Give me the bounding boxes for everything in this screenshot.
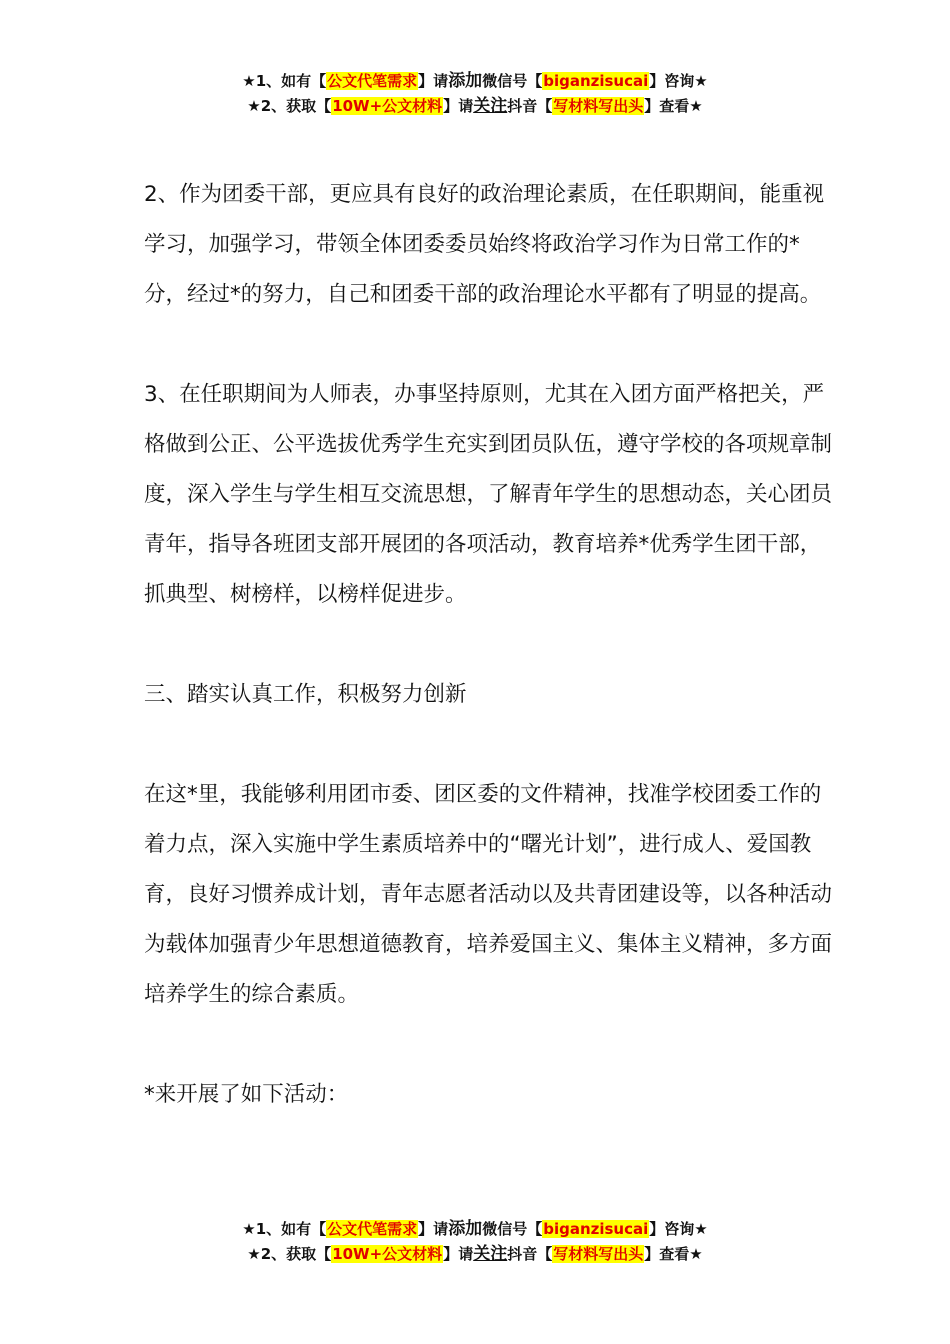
promo-text: 】请 [418, 72, 449, 90]
promo-line-2 [0, 94, 950, 119]
promo-emphasis: 关注 [473, 1244, 508, 1264]
promo-text: ★2、获取【 [247, 97, 332, 115]
promo-text: 】请 [443, 97, 474, 115]
promo-highlight: 写材料写出头 [553, 1245, 644, 1263]
footer-promo-banner [0, 1217, 950, 1267]
promo-text: 微信号【 [482, 1220, 543, 1238]
promo-text: 】请 [443, 1245, 474, 1263]
promo-highlight: 10W+公文材料 [332, 97, 443, 115]
document-body [144, 170, 834, 1120]
promo-line-1 [0, 69, 950, 94]
section-heading: 三、踏实认真工作，积极努力创新 [144, 682, 467, 707]
promo-highlight: biganzisucai [543, 72, 649, 90]
promo-text: 抖音【 [507, 1245, 553, 1263]
promo-highlight: biganzisucai [543, 1220, 649, 1238]
promo-text: 】查看★ [644, 1245, 703, 1263]
promo-highlight: 公文代笔需求 [327, 1220, 418, 1238]
promo-text: 】咨询★ [649, 1220, 708, 1238]
paragraph: 在这*里，我能够利用团市委、团区委的文件精神，找准学校团委工作的着力点，深入实施中学生素质培养中的“曙光计划”，进行成人、爱国教育，良好习惯养成计划，青年志愿者活动以及共青团建设等，以各种活动为载体加强青少年思想道德教育，培养爱国主义、集体主义精神，多方面培养学生的综合素质。 [144, 782, 833, 1007]
paragraph-gap [144, 1020, 834, 1070]
header-promo-banner [0, 69, 950, 119]
paragraph: 3、在任职期间为人师表，办事坚持原则，尤其在入团方面严格把关，严格做到公正、公平选拔优秀学生充实到团员队伍，遵守学校的各项规章制度，深入学生与学生相互交流思想，了解青年学生的思想动态，关心团员青年，指导各班团支部开展团的各项活动，教育培养*优秀学生团干部，抓典型、树榜样，以榜样促进步。 [144, 382, 833, 607]
paragraph-gap [144, 620, 834, 670]
promo-text: 】咨询★ [649, 72, 708, 90]
paragraph-gap [144, 720, 834, 770]
promo-highlight: 写材料写出头 [553, 97, 644, 115]
promo-text: 抖音【 [507, 97, 553, 115]
paragraph: 2、作为团委干部，更应具有良好的政治理论素质，在任职期间，能重视学习，加强学习，带领全体团委委员始终将政治学习作为日常工作的*分，经过*的努力，自己和团委干部的政治理论水平都有了明显的提高。 [144, 182, 825, 307]
promo-text: ★2、获取【 [247, 1245, 332, 1263]
promo-highlight: 10W+公文材料 [332, 1245, 443, 1263]
promo-text: ★1、如有【 [242, 72, 327, 90]
promo-text: ★1、如有【 [242, 1220, 327, 1238]
promo-emphasis: 添加 [448, 71, 483, 91]
promo-line-2 [0, 1242, 950, 1267]
paragraph: *来开展了如下活动： [144, 1082, 349, 1107]
promo-text: 】查看★ [644, 97, 703, 115]
promo-text: 】请 [418, 1220, 449, 1238]
promo-highlight: 公文代笔需求 [327, 72, 418, 90]
promo-line-1 [0, 1217, 950, 1242]
promo-emphasis: 添加 [448, 1219, 483, 1239]
paragraph-gap [144, 320, 834, 370]
promo-emphasis: 关注 [473, 96, 508, 116]
promo-text: 微信号【 [482, 72, 543, 90]
